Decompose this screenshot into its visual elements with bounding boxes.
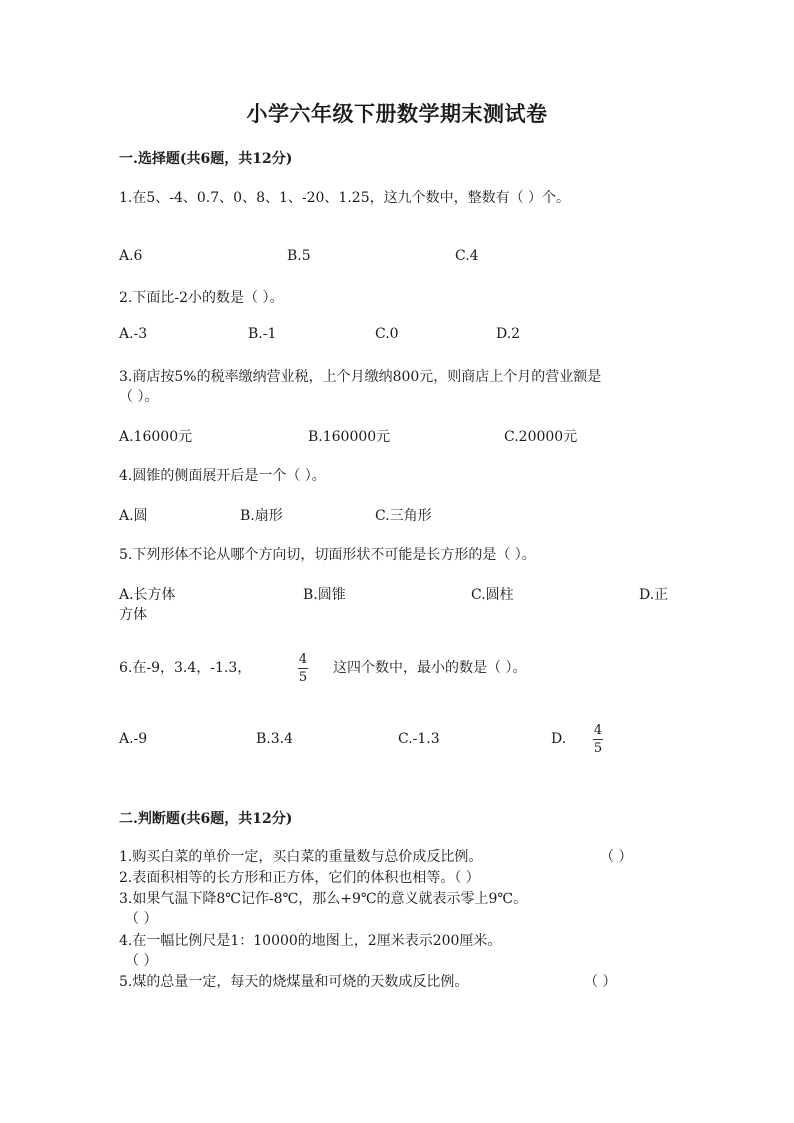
question-3-text-line1: 3.商店按5%的税率缴纳营业税，上个月缴纳800元，则商店上个月的营业额是 (119, 369, 602, 385)
judgement-5-blank: （ ） (584, 974, 617, 990)
question-5-text: 5.下列形体不论从哪个方向切，切面形状不可能是长方形的是（ ）。 (119, 547, 536, 563)
question-4-option-b: B.扇形 (240, 508, 283, 524)
question-6-option-b: B.3.4 (256, 731, 294, 747)
question-2-text: 2.下面比-2小的数是（ ）。 (119, 290, 284, 306)
question-6-text-before: 6.在-9，3.4，-1.3， (119, 660, 252, 676)
question-5-option-d: D.正 (639, 587, 669, 603)
question-2-option-a: A.-3 (119, 326, 148, 342)
option-d-fraction-denominator: 5 (593, 741, 603, 756)
section-heading-choice: 一.选择题(共6题，共12分) (119, 151, 293, 167)
question-6-fraction-denominator: 5 (298, 670, 308, 685)
question-4-text: 4.圆锥的侧面展开后是一个（ ）。 (119, 468, 326, 484)
judgement-1-text: 1.购买白菜的单价一定，买白菜的重量数与总价成反比例。 (119, 849, 483, 865)
question-1-option-b: B.5 (287, 248, 311, 264)
question-2-option-d: D.2 (496, 326, 521, 342)
question-3-option-b: B.160000元 (308, 429, 391, 445)
question-3-text-line2: （ ）。 (119, 389, 159, 405)
fraction-bar (593, 739, 603, 740)
judgement-4-text: 4.在一幅比例尺是1：10000的地图上，2厘米表示200厘米。 (119, 933, 502, 949)
question-6-option-a: A.-9 (119, 731, 148, 747)
option-d-fraction-numerator: 4 (593, 723, 603, 738)
question-5-option-c: C.圆柱 (471, 587, 514, 603)
section-heading-judgement: 二.判断题(共6题，共12分) (119, 811, 293, 827)
page-title: 小学六年级下册数学期末测试卷 (246, 101, 548, 126)
question-2-option-c: C.0 (375, 326, 399, 342)
question-5-option-a: A.长方体 (119, 587, 176, 603)
question-6-option-c: C.-1.3 (398, 731, 440, 747)
question-1-option-c: C.4 (455, 248, 479, 264)
question-6-fraction-numerator: 4 (298, 652, 308, 667)
judgement-5-text: 5.煤的总量一定，每天的烧煤量和可烧的天数成反比例。 (119, 974, 469, 990)
question-2-option-b: B.-1 (248, 326, 277, 342)
judgement-2-text: 2.表面积相等的长方形和正方体，它们的体积也相等。（ ） (119, 870, 480, 886)
judgement-4-blank: （ ） (125, 953, 158, 969)
question-5-option-d-wrap: 方体 (119, 607, 147, 623)
question-3-option-c: C.20000元 (504, 429, 578, 445)
question-6-option-d: D. (551, 731, 567, 747)
question-6-fraction (296, 652, 310, 685)
question-6-option-d-fraction (591, 723, 605, 756)
judgement-1-blank: （ ） (600, 849, 633, 865)
question-4-option-a: A.圆 (119, 508, 148, 524)
judgement-3-blank: （ ） (125, 911, 158, 927)
judgement-3-text: 3.如果气温下降8℃记作-8℃，那么+9℃的意义就表示零上9℃。 (119, 891, 528, 907)
question-6-text-after: 这四个数中，最小的数是（ ）。 (333, 660, 527, 676)
question-1-option-a: A.6 (119, 248, 143, 264)
question-1-text: 1.在5、-4、0.7、0、8、1、-20、1.25，这九个数中，整数有（ ）个。 (119, 190, 571, 206)
fraction-bar (298, 668, 308, 669)
question-3-option-a: A.16000元 (119, 429, 193, 445)
question-5-option-b: B.圆锥 (303, 587, 346, 603)
question-4-option-c: C.三角形 (375, 508, 432, 524)
